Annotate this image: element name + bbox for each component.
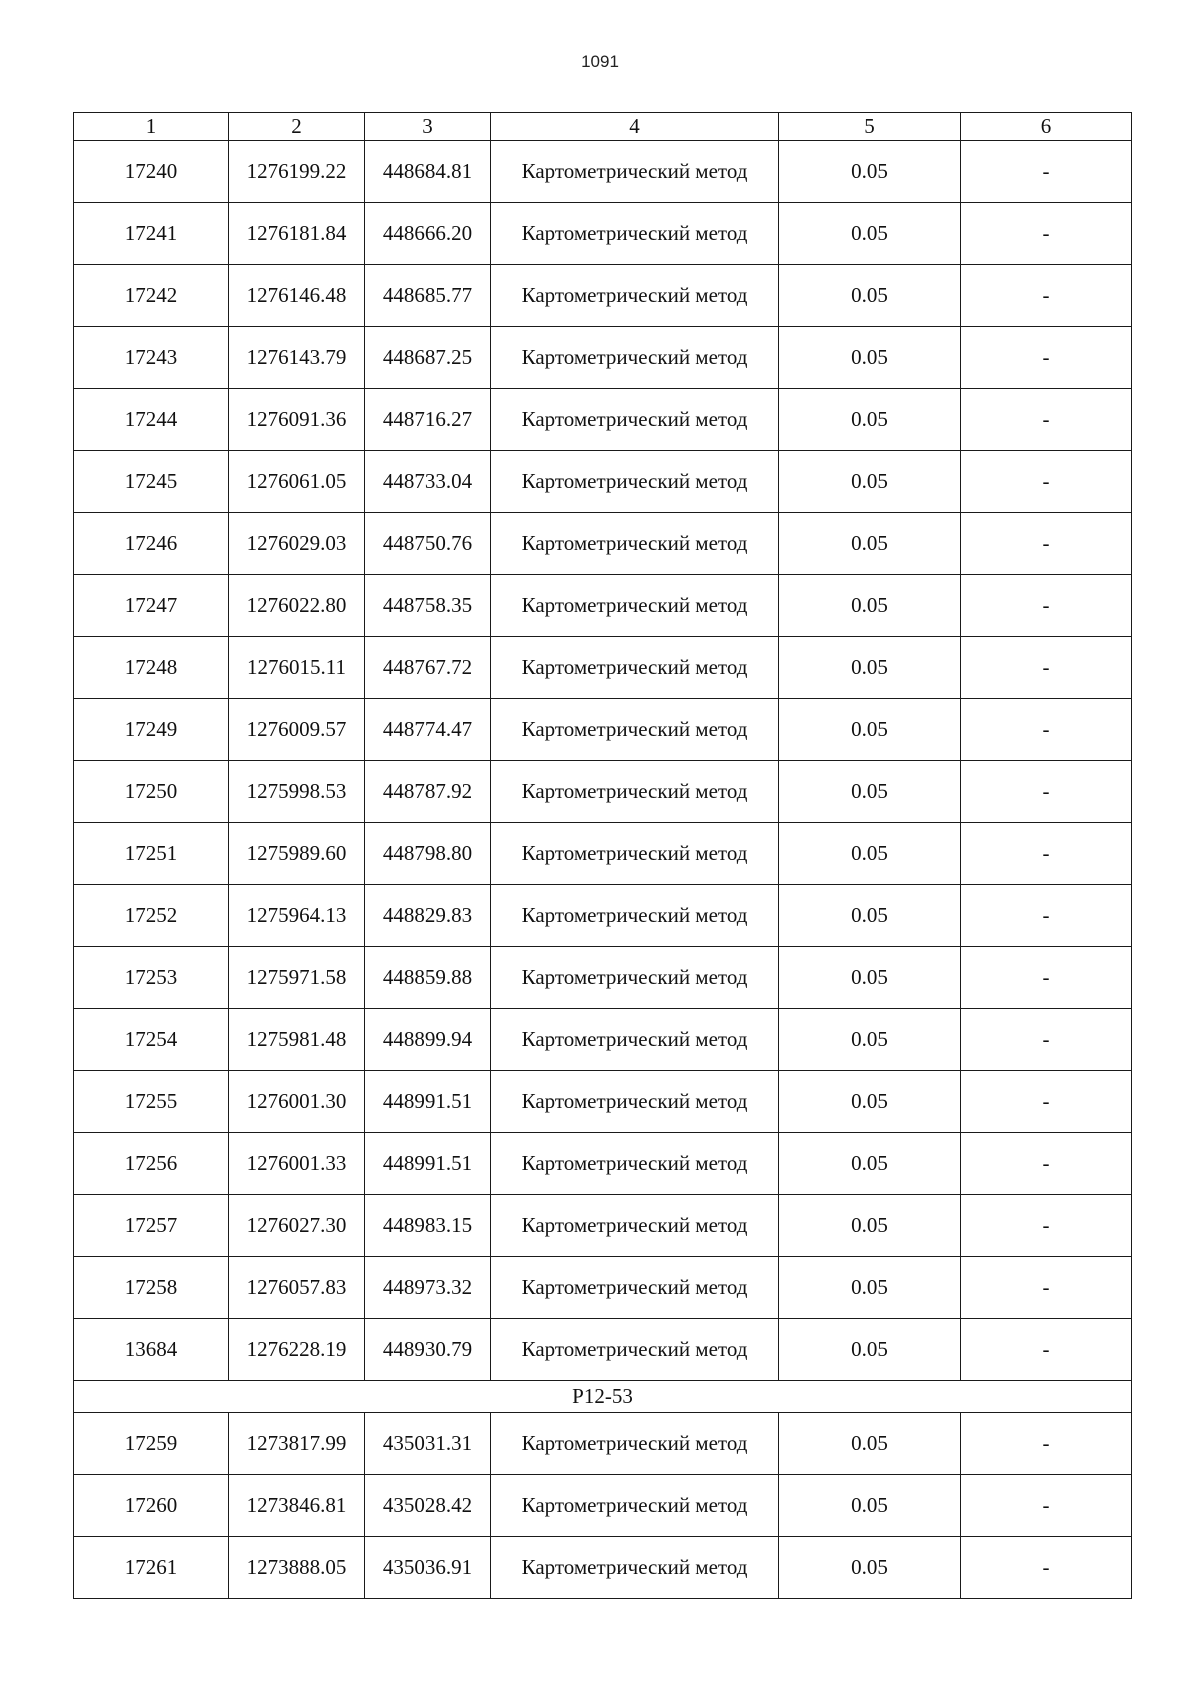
table-row <box>74 513 1132 575</box>
y-coordinate-cell: 448973.32 <box>365 1257 491 1319</box>
x-coordinate-cell: 1275964.13 <box>229 885 365 947</box>
section-header-row <box>74 1381 1132 1413</box>
x-coordinate-cell: 1276143.79 <box>229 327 365 389</box>
y-coordinate-cell: 448767.72 <box>365 637 491 699</box>
column-header: 6 <box>961 113 1132 141</box>
accuracy-cell: 0.05 <box>779 1475 961 1537</box>
y-coordinate-cell: 448983.15 <box>365 1195 491 1257</box>
method-cell: Картометрический метод <box>491 513 779 575</box>
accuracy-cell: 0.05 <box>779 637 961 699</box>
table-row <box>74 1133 1132 1195</box>
point-number-cell: 17247 <box>74 575 229 637</box>
point-number-cell: 17256 <box>74 1133 229 1195</box>
accuracy-cell: 0.05 <box>779 947 961 1009</box>
table-row <box>74 1195 1132 1257</box>
point-number-cell: 17248 <box>74 637 229 699</box>
note-cell: - <box>961 1009 1132 1071</box>
method-cell: Картометрический метод <box>491 1413 779 1475</box>
method-cell: Картометрический метод <box>491 1537 779 1599</box>
method-cell: Картометрический метод <box>491 885 779 947</box>
table-row <box>74 1257 1132 1319</box>
y-coordinate-cell: 448758.35 <box>365 575 491 637</box>
y-coordinate-cell: 448774.47 <box>365 699 491 761</box>
x-coordinate-cell: 1276199.22 <box>229 141 365 203</box>
table-row <box>74 141 1132 203</box>
table-row <box>74 451 1132 513</box>
y-coordinate-cell: 435036.91 <box>365 1537 491 1599</box>
method-cell: Картометрический метод <box>491 203 779 265</box>
x-coordinate-cell: 1276061.05 <box>229 451 365 513</box>
method-cell: Картометрический метод <box>491 141 779 203</box>
point-number-cell: 17242 <box>74 265 229 327</box>
accuracy-cell: 0.05 <box>779 1071 961 1133</box>
table-row <box>74 389 1132 451</box>
table-row <box>74 327 1132 389</box>
table-row <box>74 575 1132 637</box>
column-header: 2 <box>229 113 365 141</box>
x-coordinate-cell: 1276181.84 <box>229 203 365 265</box>
note-cell: - <box>961 1133 1132 1195</box>
accuracy-cell: 0.05 <box>779 141 961 203</box>
note-cell: - <box>961 575 1132 637</box>
method-cell: Картометрический метод <box>491 451 779 513</box>
method-cell: Картометрический метод <box>491 1257 779 1319</box>
table-row <box>74 1475 1132 1537</box>
point-number-cell: 17260 <box>74 1475 229 1537</box>
note-cell: - <box>961 1257 1132 1319</box>
point-number-cell: 17251 <box>74 823 229 885</box>
note-cell: - <box>961 1071 1132 1133</box>
point-number-cell: 13684 <box>74 1319 229 1381</box>
accuracy-cell: 0.05 <box>779 513 961 575</box>
method-cell: Картометрический метод <box>491 699 779 761</box>
y-coordinate-cell: 448787.92 <box>365 761 491 823</box>
point-number-cell: 17244 <box>74 389 229 451</box>
y-coordinate-cell: 448859.88 <box>365 947 491 1009</box>
note-cell: - <box>961 823 1132 885</box>
note-cell: - <box>961 1195 1132 1257</box>
point-number-cell: 17243 <box>74 327 229 389</box>
note-cell: - <box>961 513 1132 575</box>
column-header: 4 <box>491 113 779 141</box>
column-header: 1 <box>74 113 229 141</box>
y-coordinate-cell: 448716.27 <box>365 389 491 451</box>
table-row <box>74 823 1132 885</box>
table-row <box>74 1071 1132 1133</box>
point-number-cell: 17249 <box>74 699 229 761</box>
coordinates-table <box>73 112 1132 1599</box>
accuracy-cell: 0.05 <box>779 1319 961 1381</box>
accuracy-cell: 0.05 <box>779 823 961 885</box>
table-header-row <box>74 113 1132 141</box>
table-row <box>74 761 1132 823</box>
method-cell: Картометрический метод <box>491 637 779 699</box>
y-coordinate-cell: 448685.77 <box>365 265 491 327</box>
table-row <box>74 637 1132 699</box>
table-row <box>74 265 1132 327</box>
page-number: 1091 <box>581 52 619 71</box>
x-coordinate-cell: 1273888.05 <box>229 1537 365 1599</box>
x-coordinate-cell: 1275981.48 <box>229 1009 365 1071</box>
accuracy-cell: 0.05 <box>779 451 961 513</box>
x-coordinate-cell: 1276091.36 <box>229 389 365 451</box>
y-coordinate-cell: 448684.81 <box>365 141 491 203</box>
column-header: 5 <box>779 113 961 141</box>
method-cell: Картометрический метод <box>491 1133 779 1195</box>
point-number-cell: 17258 <box>74 1257 229 1319</box>
x-coordinate-cell: 1276009.57 <box>229 699 365 761</box>
point-number-cell: 17245 <box>74 451 229 513</box>
accuracy-cell: 0.05 <box>779 575 961 637</box>
note-cell: - <box>961 1413 1132 1475</box>
note-cell: - <box>961 141 1132 203</box>
point-number-cell: 17254 <box>74 1009 229 1071</box>
y-coordinate-cell: 448991.51 <box>365 1133 491 1195</box>
accuracy-cell: 0.05 <box>779 1413 961 1475</box>
section-title: Р12-53 <box>74 1381 1132 1413</box>
method-cell: Картометрический метод <box>491 761 779 823</box>
method-cell: Картометрический метод <box>491 265 779 327</box>
table-row <box>74 947 1132 1009</box>
accuracy-cell: 0.05 <box>779 885 961 947</box>
accuracy-cell: 0.05 <box>779 265 961 327</box>
point-number-cell: 17250 <box>74 761 229 823</box>
accuracy-cell: 0.05 <box>779 1009 961 1071</box>
note-cell: - <box>961 1475 1132 1537</box>
point-number-cell: 17240 <box>74 141 229 203</box>
x-coordinate-cell: 1276029.03 <box>229 513 365 575</box>
accuracy-cell: 0.05 <box>779 1195 961 1257</box>
accuracy-cell: 0.05 <box>779 327 961 389</box>
table-row <box>74 1537 1132 1599</box>
y-coordinate-cell: 435028.42 <box>365 1475 491 1537</box>
x-coordinate-cell: 1275998.53 <box>229 761 365 823</box>
note-cell: - <box>961 947 1132 1009</box>
point-number-cell: 17252 <box>74 885 229 947</box>
y-coordinate-cell: 448899.94 <box>365 1009 491 1071</box>
note-cell: - <box>961 1319 1132 1381</box>
accuracy-cell: 0.05 <box>779 203 961 265</box>
method-cell: Картометрический метод <box>491 327 779 389</box>
accuracy-cell: 0.05 <box>779 389 961 451</box>
y-coordinate-cell: 448687.25 <box>365 327 491 389</box>
y-coordinate-cell: 448930.79 <box>365 1319 491 1381</box>
point-number-cell: 17257 <box>74 1195 229 1257</box>
note-cell: - <box>961 885 1132 947</box>
note-cell: - <box>961 1537 1132 1599</box>
column-header: 3 <box>365 113 491 141</box>
note-cell: - <box>961 637 1132 699</box>
note-cell: - <box>961 203 1132 265</box>
method-cell: Картометрический метод <box>491 1195 779 1257</box>
method-cell: Картометрический метод <box>491 1475 779 1537</box>
x-coordinate-cell: 1276146.48 <box>229 265 365 327</box>
accuracy-cell: 0.05 <box>779 1537 961 1599</box>
method-cell: Картометрический метод <box>491 1071 779 1133</box>
note-cell: - <box>961 389 1132 451</box>
x-coordinate-cell: 1276001.30 <box>229 1071 365 1133</box>
method-cell: Картометрический метод <box>491 575 779 637</box>
x-coordinate-cell: 1276022.80 <box>229 575 365 637</box>
x-coordinate-cell: 1276027.30 <box>229 1195 365 1257</box>
note-cell: - <box>961 451 1132 513</box>
y-coordinate-cell: 448666.20 <box>365 203 491 265</box>
method-cell: Картометрический метод <box>491 389 779 451</box>
table-row <box>74 203 1132 265</box>
table-row <box>74 1009 1132 1071</box>
table-row <box>74 1319 1132 1381</box>
accuracy-cell: 0.05 <box>779 699 961 761</box>
y-coordinate-cell: 448733.04 <box>365 451 491 513</box>
note-cell: - <box>961 327 1132 389</box>
point-number-cell: 17246 <box>74 513 229 575</box>
x-coordinate-cell: 1275971.58 <box>229 947 365 1009</box>
y-coordinate-cell: 448991.51 <box>365 1071 491 1133</box>
accuracy-cell: 0.05 <box>779 1257 961 1319</box>
table-row <box>74 1413 1132 1475</box>
x-coordinate-cell: 1273846.81 <box>229 1475 365 1537</box>
x-coordinate-cell: 1276228.19 <box>229 1319 365 1381</box>
x-coordinate-cell: 1276015.11 <box>229 637 365 699</box>
accuracy-cell: 0.05 <box>779 1133 961 1195</box>
table-row <box>74 885 1132 947</box>
note-cell: - <box>961 265 1132 327</box>
method-cell: Картометрический метод <box>491 1009 779 1071</box>
accuracy-cell: 0.05 <box>779 761 961 823</box>
x-coordinate-cell: 1276057.83 <box>229 1257 365 1319</box>
x-coordinate-cell: 1273817.99 <box>229 1413 365 1475</box>
note-cell: - <box>961 761 1132 823</box>
point-number-cell: 17259 <box>74 1413 229 1475</box>
table-row <box>74 699 1132 761</box>
point-number-cell: 17253 <box>74 947 229 1009</box>
point-number-cell: 17261 <box>74 1537 229 1599</box>
x-coordinate-cell: 1275989.60 <box>229 823 365 885</box>
point-number-cell: 17255 <box>74 1071 229 1133</box>
y-coordinate-cell: 448798.80 <box>365 823 491 885</box>
method-cell: Картометрический метод <box>491 947 779 1009</box>
point-number-cell: 17241 <box>74 203 229 265</box>
method-cell: Картометрический метод <box>491 1319 779 1381</box>
note-cell: - <box>961 699 1132 761</box>
coordinates-table-body <box>74 113 1132 1599</box>
y-coordinate-cell: 448750.76 <box>365 513 491 575</box>
method-cell: Картометрический метод <box>491 823 779 885</box>
x-coordinate-cell: 1276001.33 <box>229 1133 365 1195</box>
y-coordinate-cell: 435031.31 <box>365 1413 491 1475</box>
y-coordinate-cell: 448829.83 <box>365 885 491 947</box>
